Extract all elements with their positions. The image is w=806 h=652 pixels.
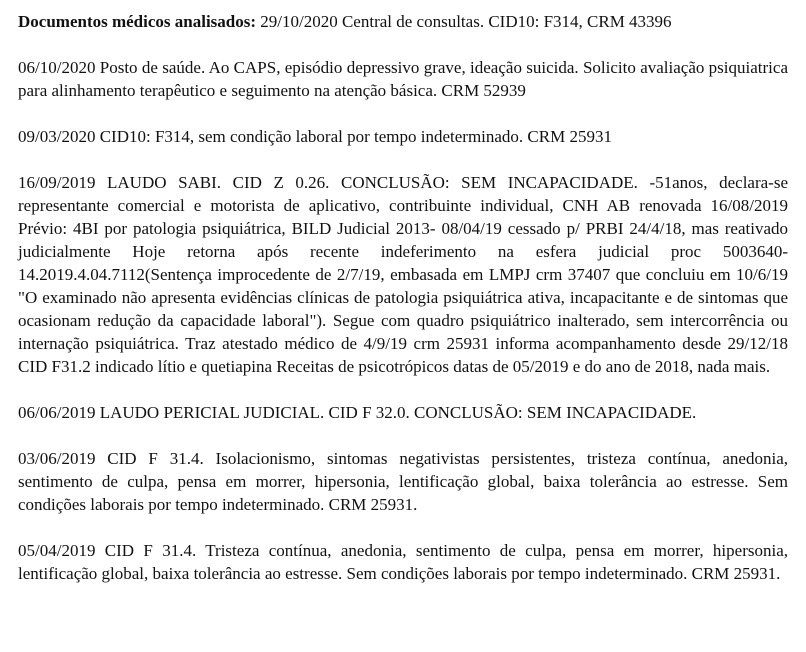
document-entry-1: 06/10/2020 Posto de saúde. Ao CAPS, episódio depressivo grave, ideação suicida. Solicito avaliação psiquiatrica para alinhamento terapêutico e seguimento na atenção básica. CRM 52939 xyxy=(18,58,788,100)
document-entry-4: 06/06/2019 LAUDO PERICIAL JUDICIAL. CID F 32.0. CONCLUSÃO: SEM INCAPACIDADE. xyxy=(18,403,697,422)
document-entry-3: 16/09/2019 LAUDO SABI. CID Z 0.26. CONCLUSÃO: SEM INCAPACIDADE. -51anos, declara-se representante comercial e motorista de aplicativo, contribuinte individual, CNH AB renovada 16/08/2019 Prévio: 4BI por patologia psiquiátrica, BILD Judicial 2013- 08/04/19 cessado p/ PRBI 24/4/18, mas reativado judicialmente Hoje retorna após recente indeferimento na esfera judicial proc 5003640- 14.2019.4.04.7112(Sentença improcedente de 2/7/19, embasada em LMPJ crm 37407 que concluiu em 10/6/19 "O examinado não apresenta evidências clínicas de patologia psiquiátrica ativa, incapacitante e de sintomas que ocasionam redução da capacidade laboral"). Segue com quadro psiquiátrico inalterado, sem intercorrência ou internação psiquiátrica. Traz atestado médico de 4/9/19 crm 25931 informa acompanhamento desde 29/12/18 CID F31.2 indicado lítio e quetiapina Receitas de psicotrópicos datas de 05/2019 e do ano de 2018, nada mais. xyxy=(18,173,788,376)
documents-header-paragraph xyxy=(18,10,788,33)
documents-header-text: 29/10/2020 Central de consultas. CID10: F314, CRM 43396 xyxy=(256,12,672,31)
document-entry-5: 03/06/2019 CID F 31.4. Isolacionismo, sintomas negativistas persistentes, tristeza contínua, anedonia, sentimento de culpa, pensa em morrer, hipersonia, lentificação global, baixa tolerância ao estresse. Sem condições laborais por tempo indeterminado. CRM 25931. xyxy=(18,449,788,514)
documents-header-label: Documentos médicos analisados: xyxy=(18,12,257,31)
document-entry-2: 09/03/2020 CID10: F314, sem condição laboral por tempo indeterminado. CRM 25931 xyxy=(18,127,612,146)
document-entry-6: 05/04/2019 CID F 31.4. Tristeza contínua, anedonia, sentimento de culpa, pensa em morrer, hipersonia, lentificação global, baixa tolerância ao estresse. Sem condições laborais por tempo indeterminado. CRM 25931. xyxy=(18,541,788,583)
